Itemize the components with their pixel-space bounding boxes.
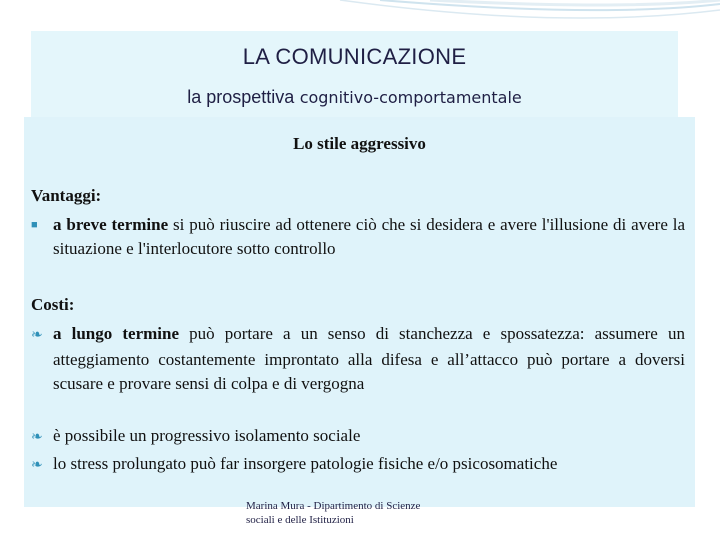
item-text: è possibile un progressivo isolamento sociale	[53, 426, 361, 445]
item-text: lo stress prolungato può far insorgere patologie fisiche e/o psicosomatiche	[53, 454, 558, 473]
wing-bullet-icon: ❧	[31, 430, 43, 445]
item-keyword: a breve termine	[53, 215, 169, 234]
item-keyword: a lungo termine	[53, 324, 180, 343]
footer-line-2: sociali e delle Istituzioni	[246, 514, 354, 526]
content-box	[24, 117, 695, 507]
item-text: si può riuscire ad ottenere ciò che si desidera e avere l'illusione di avere la situazione e l'interlocutore sotto controllo	[53, 215, 685, 258]
slide-title: LA COMUNICAZIONE	[242, 44, 467, 69]
slide-subtitle	[31, 87, 678, 108]
footer-line-1: Marina Mura - Dipartimento di Scienze	[246, 500, 421, 512]
square-bullet-icon: ■	[31, 219, 38, 231]
footer-credit	[246, 499, 466, 527]
wing-bullet-icon: ❧	[31, 458, 43, 473]
section-heading: Lo stile aggressivo	[293, 134, 426, 153]
subtitle-part1: la prospettiva	[187, 87, 295, 107]
vantaggi-item	[31, 213, 685, 261]
subtitle-part2: cognitivo-comportamentale	[299, 88, 522, 107]
title-box	[31, 31, 678, 117]
costi-item	[31, 452, 685, 478]
costi-label: Costi:	[31, 295, 75, 314]
wing-bullet-icon: ❧	[31, 328, 43, 343]
costi-item	[31, 322, 685, 396]
vantaggi-label: Vantaggi:	[31, 186, 102, 205]
costi-item	[31, 424, 685, 450]
item-text: può portare a un senso di stanchezza e spossatezza: assumere un atteggiamento costantemente improntato alla difesa e all’attacco può portare a doversi scusare e provare sensi di colpa e di vergogna	[53, 324, 685, 393]
